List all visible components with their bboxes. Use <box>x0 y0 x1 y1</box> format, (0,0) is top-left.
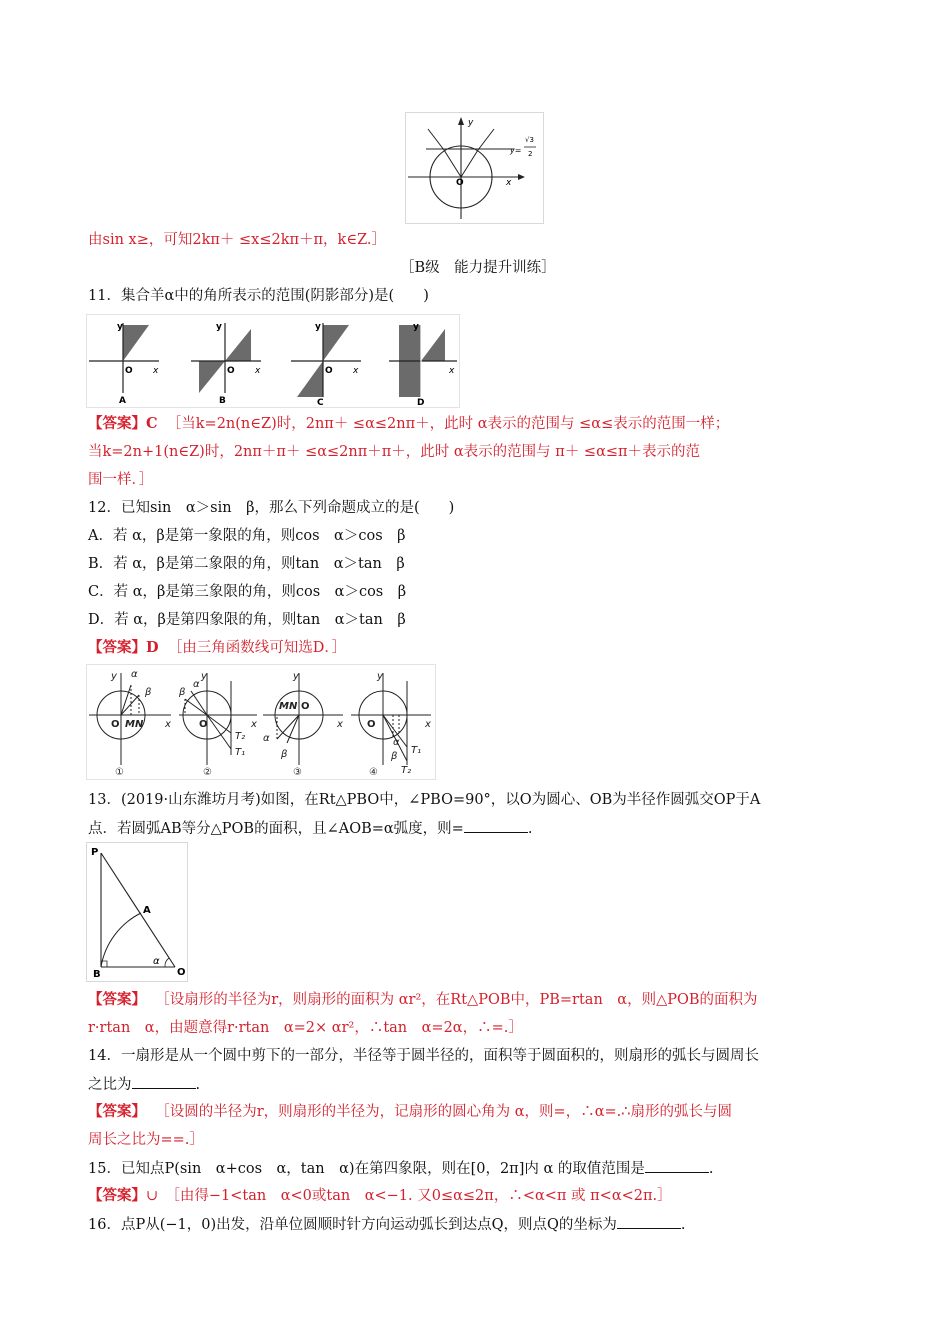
svg-text:x: x <box>153 366 159 376</box>
q15-text: 15．已知点P(sin α+cos α，tan α)在第四象限，则在[0，2π]内 α 的取值范围是 <box>88 1161 645 1177</box>
ray-extension-left <box>428 129 444 150</box>
answer-blank[interactable] <box>132 1074 196 1089</box>
svg-text:③: ③ <box>293 767 302 778</box>
q16-line-1 <box>88 1214 686 1235</box>
q11-option-d <box>389 322 457 407</box>
answer-tag: 【答案】 <box>88 415 146 432</box>
svg-text:O: O <box>325 366 333 376</box>
svg-text:y: y <box>293 671 299 682</box>
svg-text:②: ② <box>203 767 212 778</box>
q11-option-a <box>89 322 159 406</box>
svg-text:y: y <box>377 671 383 682</box>
svg-text:α: α <box>393 737 400 748</box>
svg-text:β: β <box>179 687 186 698</box>
svg-text:x: x <box>449 366 455 376</box>
label-p: P <box>91 847 99 858</box>
answer-text: ［当k=2n(n∈Z)时，2nπ＋ ≤α≤2nπ＋，此时 α表示的范围与 ≤α≤表示的范围一样； <box>166 416 730 432</box>
svg-text:T₁: T₁ <box>235 747 246 758</box>
y-axis-arrow <box>458 117 464 125</box>
q15-end: . <box>708 1161 714 1177</box>
svg-text:④: ④ <box>369 767 378 778</box>
svg-text:O: O <box>367 719 376 730</box>
svg-text:β: β <box>391 751 398 762</box>
label-o: O <box>177 967 186 978</box>
answer-tag: 【答案】 <box>88 1187 146 1204</box>
answer-tag: 【答案】 <box>88 991 146 1008</box>
x-label: x <box>506 178 512 188</box>
answer-text: ［由三角函数线可知选D．］ <box>167 640 347 656</box>
svg-text:y: y <box>201 671 207 682</box>
line-eq-label: y= <box>510 146 522 155</box>
q12-option-d: D．若 α，β是第四象限的角，则tan α＞tan β <box>88 612 406 628</box>
q11-option-c <box>291 322 361 407</box>
svg-text:x: x <box>251 719 257 730</box>
svg-text:A: A <box>119 396 126 406</box>
svg-text:y: y <box>111 671 117 682</box>
svg-text:O: O <box>199 719 208 730</box>
q12-answer <box>88 638 346 658</box>
svg-text:x: x <box>165 719 171 730</box>
svg-text:T₂: T₂ <box>235 731 246 742</box>
q14-line-1: 14．一扇形是从一个圆中剪下的一部分，半径等于圆半径的，面积等于圆面积的，则扇形的弧长与圆周长 <box>88 1048 759 1064</box>
q14-line-2-end: . <box>195 1077 201 1093</box>
q13-answer-line-2: r·rtan α，由题意得r·rtan α=2× αr²，∴tan α=2α，∴=.］ <box>88 1020 523 1036</box>
svg-text:O: O <box>227 366 235 376</box>
svg-text:O: O <box>301 701 310 712</box>
q13-line-2 <box>88 818 532 839</box>
svg-text:O: O <box>425 366 433 376</box>
svg-text:β: β <box>281 749 288 760</box>
svg-text:x: x <box>337 719 343 730</box>
svg-text:y: y <box>413 322 419 332</box>
q12-diagram-3 <box>263 673 343 765</box>
q11-answer-line-3: 围一样．］ <box>88 472 154 488</box>
svg-text:MN: MN <box>279 701 298 712</box>
origin-label: O <box>456 178 464 188</box>
label-b: B <box>93 969 101 980</box>
svg-text:D: D <box>417 398 425 407</box>
label-alpha: α <box>153 956 160 967</box>
figure-q13-triangle <box>86 842 188 982</box>
svg-text:①: ① <box>115 767 124 778</box>
x-axis-arrow <box>518 174 525 180</box>
section-heading: ［B级 能力提升训练］ <box>400 260 556 276</box>
q13-diagram <box>87 843 187 981</box>
q12-diagram-1-labels <box>110 669 171 778</box>
ray-extension-right <box>478 129 494 150</box>
svg-text:α: α <box>193 679 200 690</box>
svg-text:T₂: T₂ <box>401 765 412 776</box>
answer-text: ［设扇形的半径为r，则扇形的面积为 αr²，在Rt△POB中，PB=rtan α，则△POB的面积为 <box>155 992 758 1008</box>
svg-text:α: α <box>131 669 138 680</box>
line-eq-denominator: 2 <box>528 150 533 158</box>
svg-text:C: C <box>317 398 324 407</box>
svg-text:B: B <box>219 396 226 406</box>
svg-text:T₁: T₁ <box>411 745 422 756</box>
label-a: A <box>143 905 151 916</box>
answer-text: ［设圆的半径为r，则扇形的半径为，记扇形的圆心角为 α，则=，∴α=.∴扇形的弧长与圆 <box>155 1104 732 1120</box>
svg-text:x: x <box>353 366 359 376</box>
line-eq-numerator: √3 <box>525 136 534 144</box>
terminal-ray-left <box>444 150 461 177</box>
q13-answer-line-1 <box>88 990 758 1010</box>
q14-answer-line-1 <box>88 1102 732 1122</box>
svg-text:x: x <box>255 366 261 376</box>
unit-circle-diagram <box>406 113 543 223</box>
q13-line-2-end: . <box>527 821 533 837</box>
q10-solution-tail: 由sin x≥，可知2kπ＋ ≤x≤2kπ＋π，k∈Z.］ <box>88 232 386 248</box>
q12-diagram-3-labels <box>263 671 343 778</box>
q11-stem: 11．集合羊α中的角所表示的范围(阴影部分)是( ) <box>88 288 429 304</box>
y-label: y <box>468 118 474 128</box>
q12-option-c: C．若 α，β是第三象限的角，则cos α＞cos β <box>88 584 407 600</box>
answer-text: ∪ ［由得−1<tan α<0或tan α<−1. 又0≤α≤2π，∴<α<π 或 π<α<2π.］ <box>146 1188 672 1204</box>
svg-text:O: O <box>111 719 120 730</box>
svg-text:O: O <box>125 366 133 376</box>
q16-end: . <box>680 1217 686 1233</box>
svg-text:y: y <box>117 322 123 332</box>
q12-diagram-2-labels <box>178 671 257 778</box>
q11-option-diagrams <box>87 315 459 407</box>
q11-answer-line-1 <box>88 414 729 434</box>
svg-text:y: y <box>216 322 222 332</box>
q13-line-2-text: 点．若圆弧AB等分△POB的面积，且∠AOB=α弧度，则= <box>88 821 464 837</box>
q12-option-b: B．若 α，β是第二象限的角，则tan α＞tan β <box>88 556 405 572</box>
answer-letter: C <box>146 415 158 432</box>
q12-stem: 12．已知sin α＞sin β，那么下列命题成立的是( ) <box>88 500 455 516</box>
answer-tag: 【答案】 <box>88 639 146 656</box>
q12-diagrams <box>87 665 435 779</box>
q16-text: 16．点P从(−1，0)出发，沿单位圆顺时针方向运动弧长到达点Q，则点Q的坐标为 <box>88 1217 617 1233</box>
q15-line-1 <box>88 1158 713 1179</box>
figure-q12-trig-lines <box>86 664 436 780</box>
answer-tag: 【答案】 <box>88 1103 146 1120</box>
answer-blank[interactable] <box>464 818 528 833</box>
q12-diagram-2 <box>179 673 257 765</box>
answer-letter: D <box>146 639 159 656</box>
svg-text:MN: MN <box>125 719 144 730</box>
q11-answer-line-2: 当k=2n+1(n∈Z)时，2nπ＋π＋ ≤α≤2nπ＋π＋，此时 α表示的范围与 π＋ ≤α≤π＋表示的范 <box>88 444 701 460</box>
svg-text:β: β <box>145 687 152 698</box>
svg-text:α: α <box>263 733 270 744</box>
q13-line-1: 13．(2019·山东潍坊月考)如图，在Rt△PBO中，∠PBO=90°，以O为圆心、OB为半径作圆弧交OP于A <box>88 792 761 808</box>
q15-answer <box>88 1186 672 1206</box>
figure-unit-circle-q10 <box>405 112 544 224</box>
svg-text:y: y <box>315 322 321 332</box>
q14-answer-line-2: 周长之比为==.］ <box>88 1132 204 1148</box>
figure-q11-options <box>86 314 460 408</box>
q14-line-2-text: 之比为 <box>88 1077 132 1093</box>
q14-line-2 <box>88 1074 200 1095</box>
answer-blank[interactable] <box>617 1214 681 1229</box>
answer-blank[interactable] <box>645 1158 709 1173</box>
q11-option-b <box>191 322 261 406</box>
q12-option-a: A．若 α，β是第一象限的角，则cos α＞cos β <box>88 528 406 544</box>
svg-text:x: x <box>425 719 431 730</box>
terminal-ray-right <box>461 150 478 177</box>
